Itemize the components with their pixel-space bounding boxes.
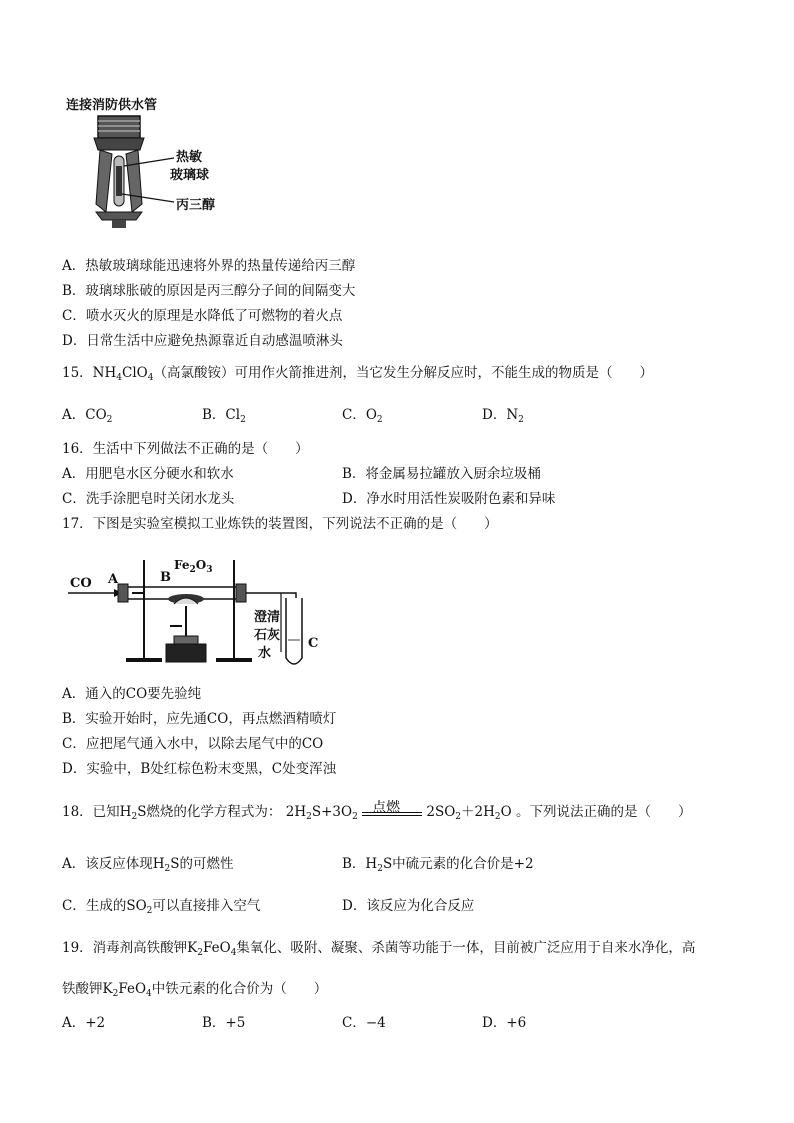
q19-option-c: C．−4 bbox=[342, 1015, 386, 1031]
equation-left: $2H_2S+3O_2$ bbox=[285, 804, 358, 822]
label-bulb: 热敏 bbox=[176, 150, 203, 165]
q17-stem: 17．下图是实验室模拟工业炼铁的装置图，下列说法不正确的是（ ） bbox=[62, 516, 498, 532]
sprinkler-drawing bbox=[66, 94, 236, 234]
q19-option-d: D．+6 bbox=[482, 1015, 527, 1031]
condition-text: 点燃 bbox=[372, 800, 401, 816]
q17-option-a: A．通入的CO要先验纯 bbox=[62, 686, 202, 702]
q15-option-a: A．$CO_2$ bbox=[62, 407, 113, 425]
q16-stem: 16．生活中下列做法不正确的是（ ） bbox=[62, 441, 309, 457]
q16-option-c: C．洗手涂肥皂时关闭水龙头 bbox=[62, 491, 235, 507]
q19-option-b: B．+5 bbox=[202, 1015, 246, 1031]
q19-option-a: A．+2 bbox=[62, 1015, 106, 1031]
q15-option-b: B．$Cl_2$ bbox=[202, 407, 246, 425]
q15-option-c: C．$O_2$ bbox=[342, 407, 383, 425]
fig-label-lime-3: 水 bbox=[258, 646, 272, 661]
q18-option-b: B．$H_2S$中硫元素的化合价是+2 bbox=[342, 856, 534, 874]
sprinkler-figure bbox=[66, 94, 236, 234]
fig-label-fe2o3: $Fe_2O_3$ bbox=[174, 558, 213, 575]
q14-option-a: A．热敏玻璃球能迅速将外界的热量传递给丙三醇 bbox=[62, 258, 356, 274]
label-bulb-2: 玻璃球 bbox=[170, 168, 210, 183]
q17-option-c: C．应把尾气通入水中，以除去尾气中的CO bbox=[62, 736, 324, 752]
fig-label-lime-2: 石灰 bbox=[254, 628, 281, 643]
label-pipe: 连接消防供水管 bbox=[66, 98, 158, 113]
q19-stem-line-1: 19．消毒剂高铁酸钾$K_2FeO_4$集氧化、吸附、凝聚、杀菌等功能于一体，目前被广泛应用于自来水净化，高 bbox=[62, 940, 696, 958]
iron-smelting-figure bbox=[66, 540, 336, 675]
q16-option-b: B．将金属易拉罐放入厨余垃圾桶 bbox=[342, 466, 541, 482]
fig-label-b: B bbox=[160, 570, 171, 585]
q14-option-c: C．喷水灭火的原理是水降低了可燃物的着火点 bbox=[62, 308, 343, 324]
q18-option-c: C．生成的$SO_2$可以直接排入空气 bbox=[62, 898, 261, 916]
label-glycerol: 丙三醇 bbox=[176, 198, 216, 213]
q14-option-d: D．日常生活中应避免热源靠近自动感温喷淋头 bbox=[62, 333, 343, 349]
q15-option-d: D．$N_2$ bbox=[482, 407, 524, 425]
q18-option-d: D．该反应为化合反应 bbox=[342, 898, 475, 914]
fig-label-a: A bbox=[108, 572, 119, 587]
q18-stem: 18．已知$H_2S$燃烧的化学方程式为： $2H_2S+3O_2$ 点燃 $2SO_2+2H_2O$ 。下列说法正确的是（ ） bbox=[62, 800, 692, 822]
q18-option-a: A．该反应体现$H_2S$的可燃性 bbox=[62, 856, 234, 874]
q19-stem-line-2: 铁酸钾$K_2FeO_4$中铁元素的化合价为（ ） bbox=[62, 981, 328, 999]
q16-option-d: D．净水时用活性炭吸附色素和异味 bbox=[342, 491, 556, 507]
q16-option-a: A．用肥皂水区分硬水和软水 bbox=[62, 466, 234, 482]
equation-right: $2SO_2+2H_2O$ bbox=[426, 804, 512, 822]
fig-label-lime-1: 澄清 bbox=[254, 610, 281, 625]
q17-option-b: B．实验开始时，应先通CO，再点燃酒精喷灯 bbox=[62, 711, 337, 727]
fig-label-co: CO bbox=[70, 576, 92, 591]
fig-label-c: C bbox=[308, 636, 319, 651]
q14-option-b: B．玻璃球胀破的原因是丙三醇分子间的间隔变大 bbox=[62, 283, 356, 299]
q15-stem: 15．$NH_4ClO_4$（高氯酸铵）可用作火箭推进剂，当它发生分解反应时，不能生成的物质是（ ） bbox=[62, 365, 653, 383]
q17-option-d: D．实验中，B处红棕色粉末变黑，C处变浑浊 bbox=[62, 761, 337, 777]
